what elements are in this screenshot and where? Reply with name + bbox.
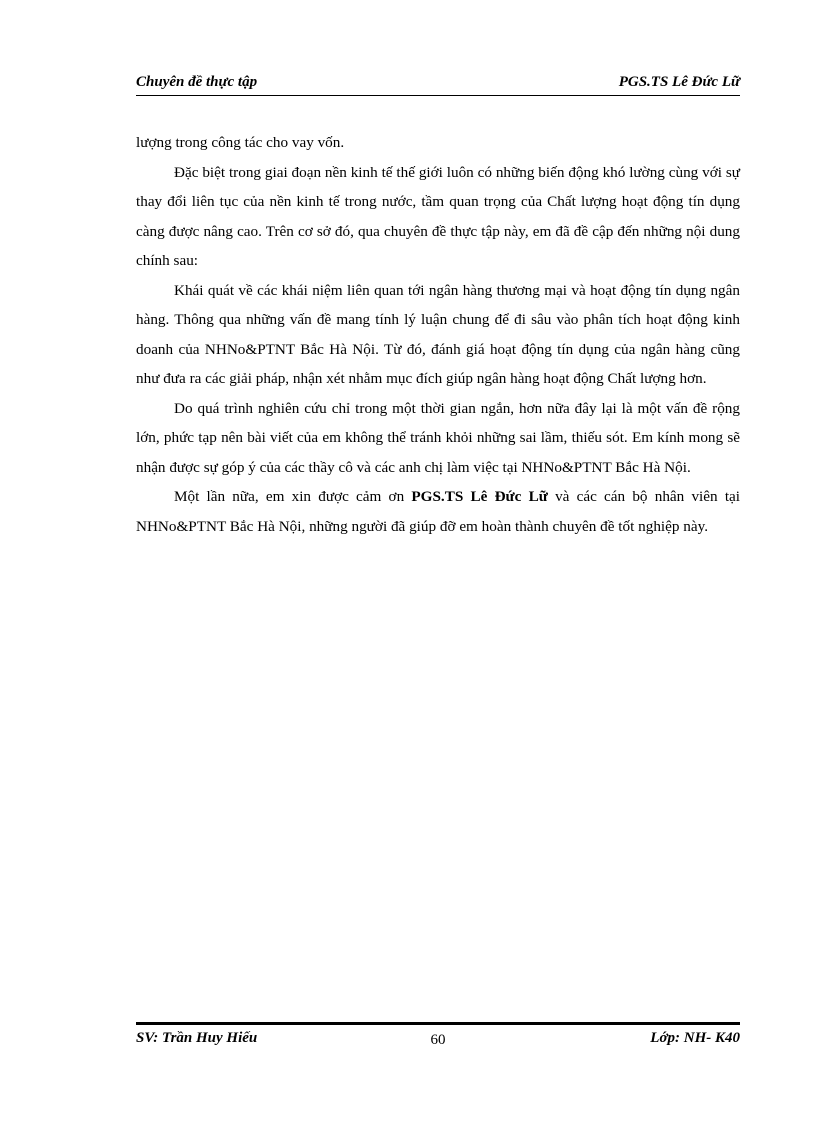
document-body <box>136 128 740 541</box>
advisor-name: PGS.TS Lê Đức Lữ <box>411 488 548 505</box>
footer-class: Lớp: NH- K40 <box>650 1030 740 1046</box>
page-number: 60 <box>430 1032 446 1048</box>
paragraph-limitations: Do quá trình nghiên cứu chỉ trong một thời gian ngắn, hơn nữa đây lại là một vấn đề rộng lớn, phức tạp nên bài viết của em không thể tránh khỏi những sai lầm, thiếu sót. Em kính mong sẽ nhận được sự góp ý của các thầy cô và các anh chị làm việc tại NHNo&PTNT Bắc Hà Nội. <box>136 399 740 476</box>
acknowledgement-text-start: Một lần nữa, em xin được cảm ơn <box>174 488 412 505</box>
page-footer <box>136 1022 740 1052</box>
header-rule <box>136 95 740 96</box>
paragraph-context: Đặc biệt trong giai đoạn nền kinh tế thế giới luôn có những biến động khó lường cùng với sự thay đổi liên tục của nền kinh tế trong nước, tầm quan trọng của Chất lượng hoạt động tín dụng càng được nâng cao. Trên cơ sở đó, qua chuyên đề thực tập này, em đã đề cập đến những nội dung chính sau: <box>136 163 740 269</box>
header-doc-type: Chuyên đề thực tập <box>136 74 258 90</box>
header-advisor: PGS.TS Lê Đức Lữ <box>618 74 740 90</box>
paragraph-overview: Khái quát về các khái niệm liên quan tới ngân hàng thương mại và hoạt động tín dụng ngân hàng. Thông qua những vấn đề mang tính lý luận chung để đi sâu vào phân tích hoạt động kinh doanh của NHNo&PTNT Bắc Hà Nội. Từ đó, đánh giá hoạt động tín dụng của ngân hàng cũng như đưa ra các giải pháp, nhận xét nhằm mục đích giúp ngân hàng hoạt động Chất lượng hơn. <box>136 281 740 387</box>
footer-student: SV: Trần Huy Hiếu <box>136 1030 258 1046</box>
acknowledgement-text-end: và các cán bộ nhân viên tại NHNo&PTNT Bắc Hà Nội, những người đã giúp đỡ em hoàn thành chuyên đề tốt nghiệp này. <box>136 488 741 535</box>
footer-rule <box>136 1022 740 1025</box>
page-header <box>136 74 740 98</box>
paragraph-acknowledgement <box>136 482 740 541</box>
paragraph-continuation: lượng trong công tác cho vay vốn. <box>136 134 345 151</box>
